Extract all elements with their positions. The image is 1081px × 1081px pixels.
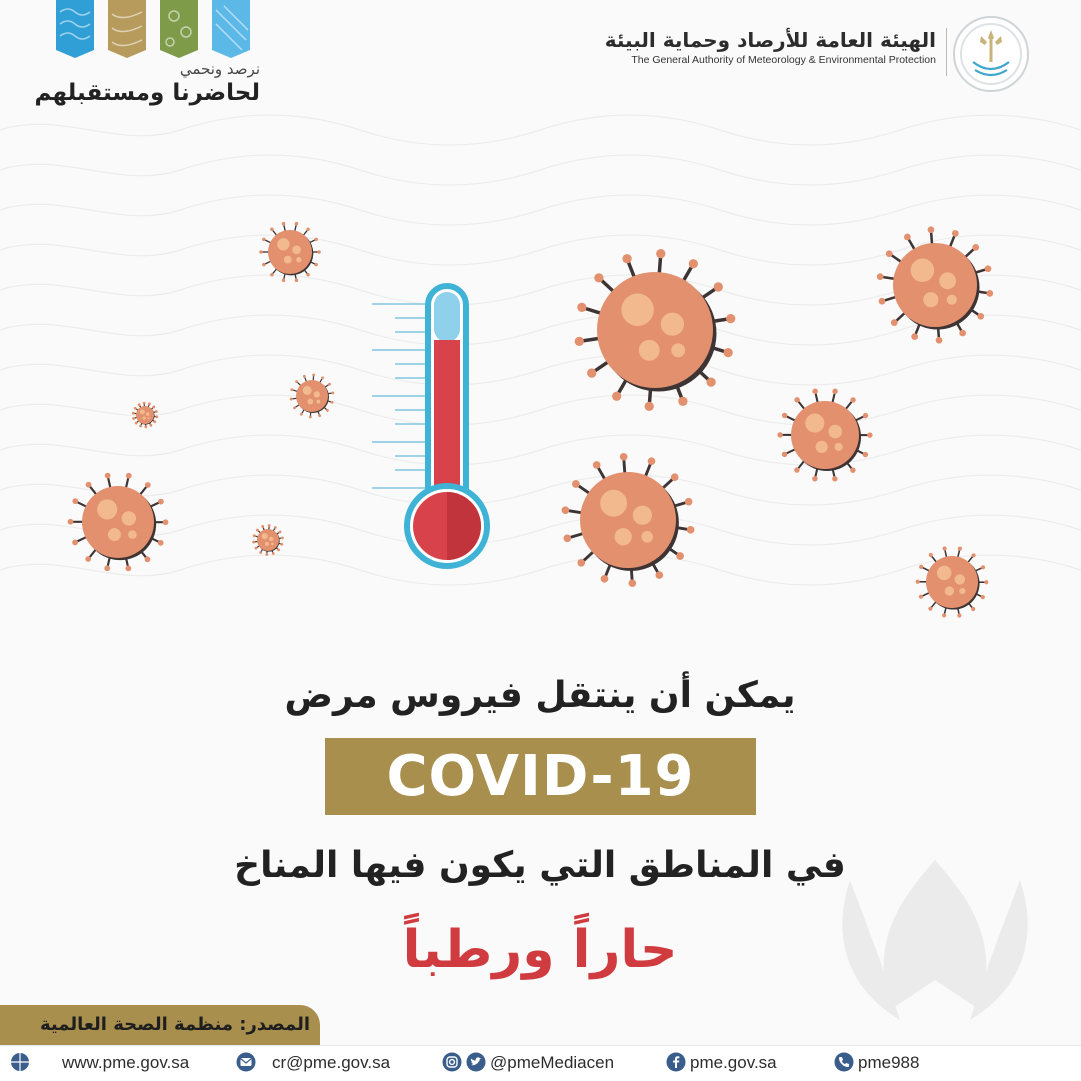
- header-divider: [946, 28, 947, 76]
- ribbon-logo: [56, 0, 256, 60]
- virus-icon: [252, 524, 284, 556]
- virus-thermometer-illustration: [0, 200, 1081, 640]
- slogan-line-1: نرصد ونحمي: [179, 60, 260, 78]
- footer-email-link[interactable]: cr@pme.gov.sa: [272, 1053, 391, 1072]
- instagram-icon: [442, 1052, 462, 1072]
- authority-name-english: The General Authority of Meteorology & Environmental Protection: [631, 54, 936, 66]
- headline-line-2: في المناطق التي يكون فيها المناخ: [234, 845, 846, 886]
- email-icon: [236, 1052, 256, 1072]
- headline-line-1: يمكن أن ينتقل فيروس مرض: [284, 675, 796, 716]
- authority-name-arabic: الهيئة العامة للأرصاد وحماية البيئة: [604, 28, 936, 52]
- virus-icon: [877, 226, 993, 343]
- footer-website-link[interactable]: www.pme.gov.sa: [62, 1053, 190, 1072]
- virus-icon: [575, 249, 736, 411]
- virus-icon: [132, 402, 158, 429]
- twitter-icon: [466, 1052, 486, 1072]
- virus-icon: [916, 546, 989, 617]
- virus-icon: [68, 473, 169, 572]
- phone-icon: [834, 1052, 854, 1072]
- virus-icon: [562, 453, 695, 587]
- slogan-line-2: لحاضرنا ومستقبلهم: [34, 80, 260, 106]
- saudi-emblem-icon: [953, 16, 1029, 92]
- footer-phone-number[interactable]: pme988: [858, 1053, 920, 1072]
- covid-banner-text: COVID-19: [386, 744, 695, 809]
- virus-icon: [259, 222, 321, 282]
- thermometer-icon: [372, 286, 487, 566]
- watermark-logo: [790, 820, 1080, 1080]
- virus-icon: [777, 389, 872, 482]
- footer-facebook-link[interactable]: pme.gov.sa: [690, 1053, 777, 1072]
- globe-icon: [10, 1052, 30, 1072]
- virus-icon: [290, 374, 335, 419]
- authority-name-block: [576, 28, 936, 66]
- facebook-icon: [666, 1052, 686, 1072]
- source-label: المصدر: منظمة الصحة العالمية: [40, 1014, 310, 1035]
- headline-line-3: حاراً ورطباً: [402, 920, 678, 980]
- footer-instagram-handle[interactable]: @pmeMediacen: [490, 1053, 615, 1072]
